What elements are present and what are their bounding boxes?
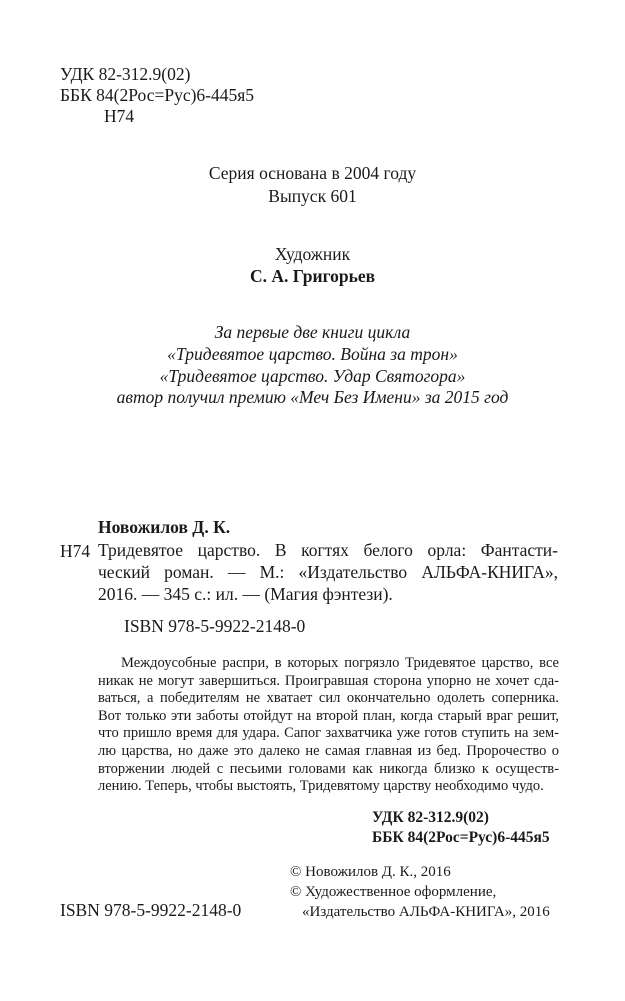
footer-isbn: ISBN 978-5-9922-2148-0 — [60, 900, 242, 920]
copyright-design: © Художественное оформление, — [290, 884, 497, 900]
catalog-description-line: ческий роман. — М.: «Издательство АЛЬФА-КНИГА», — [98, 562, 558, 582]
udk-code-top: УДК 82-312.9(02) — [60, 64, 191, 84]
catalog-description — [98, 539, 558, 605]
artist-name: С. А. Григорьев — [249, 266, 376, 286]
award-line: «Тридевятое царство. Война за трон» — [167, 344, 458, 364]
annotation-line: что пришло время для удара. Сапог захватчика уже готов ступить на зем- — [98, 725, 559, 742]
award-line: За первые две книги цикла — [214, 322, 411, 342]
award-line: автор получил премию «Меч Без Имени» за 2015 год — [116, 387, 509, 407]
series-founded: Серия основана в 2004 году — [208, 163, 417, 183]
annotation-line: вторжении людей с песьими головами как никогда близко к осуществ- — [98, 760, 559, 777]
annotation-line: никак не могут завершиться. Проигравшая сторона упорно не хочет сда- — [98, 672, 559, 689]
annotation-line: Междоусобные распри, в которых погрязло Тридевятое царство, все — [121, 655, 559, 671]
annotation-line: ваться, а победителям не хватает сил окончательно одолеть соперника. — [98, 690, 559, 707]
annotation-line: Вот только эти заботы отойдут на второй план, когда старый враг решит, — [98, 707, 559, 724]
catalog-description-line: Тридевятое царство. В когтях белого орла: Фантасти- — [98, 540, 558, 560]
catalog-isbn: ISBN 978-5-9922-2148-0 — [124, 616, 306, 636]
series-issue: Выпуск 601 — [268, 186, 357, 206]
catalog-author: Новожилов Д. К. — [98, 517, 231, 537]
bbk-code-top: ББК 84(2Рос=Рус)6-445я5 — [60, 85, 255, 105]
copyright-author: © Новожилов Д. К., 2016 — [290, 864, 451, 880]
annotation-line: лению. Теперь, чтобы выстоять, Тридевятому царству необходимо чудо. — [98, 778, 544, 795]
catalog-mark: Н74 — [60, 541, 91, 561]
annotation-line: лю царства, но даже это далеко не самая главная из бед. Пророчество о — [98, 742, 559, 759]
udk-code-bottom: УДК 82-312.9(02) — [372, 809, 489, 826]
artist-label: Художник — [274, 244, 351, 264]
author-mark-top: Н74 — [104, 106, 135, 126]
annotation — [98, 655, 559, 796]
award-line: «Тридевятое царство. Удар Святогора» — [159, 366, 466, 386]
catalog-description-line: 2016. — 345 с.: ил. — (Магия фэнтези). — [98, 584, 393, 604]
copyright-publisher: «Издательство АЛЬФА-КНИГА», 2016 — [302, 904, 550, 920]
bbk-code-bottom: ББК 84(2Рос=Рус)6-445я5 — [372, 829, 550, 846]
